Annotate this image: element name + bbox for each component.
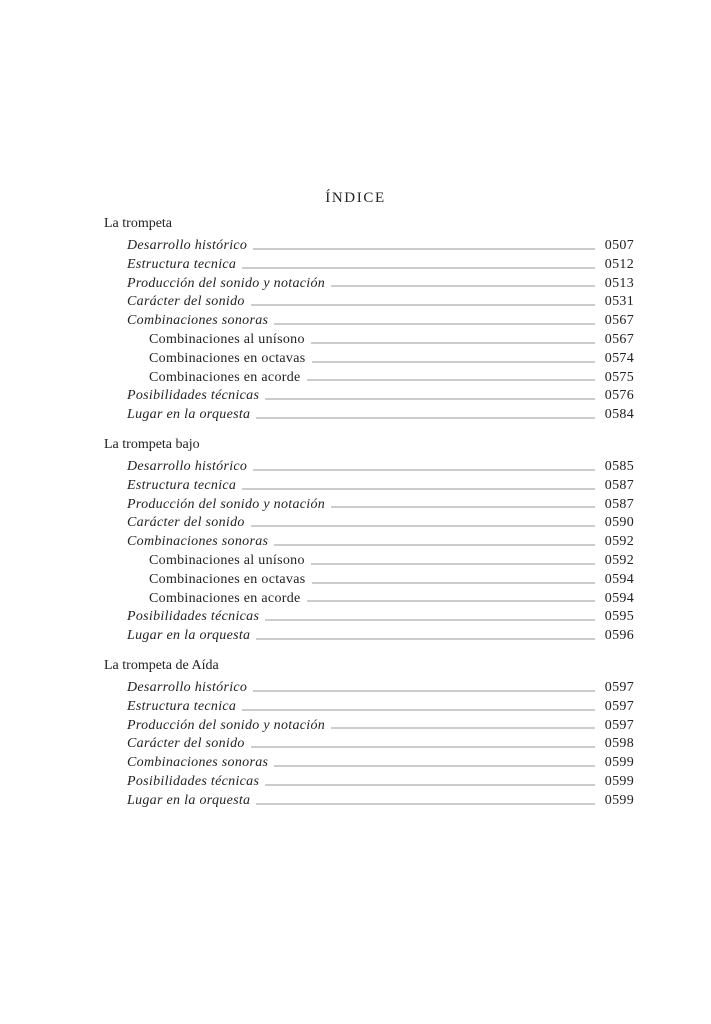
entry-label: Posibilidades técnicas [127,388,260,404]
entry-page-number: 0592 [604,534,634,550]
dot-leader [274,764,595,768]
toc-subentry[interactable] [104,571,634,590]
dot-leader [242,487,595,491]
entry-label: Carácter del sonido [127,294,245,310]
dot-leader [251,303,595,307]
entry-label: Combinaciones en acorde [149,590,301,606]
entry-label: Lugar en la orquesta [127,628,251,644]
entry-label: Estructura tecnica [127,477,237,493]
toc-section [104,214,634,425]
toc-entry[interactable] [104,533,634,552]
entry-page-number: 0575 [604,369,634,385]
entry-label: Lugar en la orquesta [127,407,251,423]
toc-entry[interactable] [104,477,634,496]
entry-label: Producción del sonido y notación [127,496,326,512]
entry-label: Combinaciones sonoras [127,755,269,771]
toc-entry[interactable] [104,679,634,698]
table-of-contents [104,214,634,811]
dot-leader [307,378,595,382]
entry-page-number: 0597 [604,679,634,695]
entry-page-number: 0597 [604,698,634,714]
dot-leader [256,416,595,420]
dot-leader [265,618,595,622]
entry-label: Combinaciones sonoras [127,534,269,550]
toc-entry[interactable] [104,458,634,477]
toc-section [104,656,634,811]
entry-page-number: 0531 [604,294,634,310]
entry-page-number: 0584 [604,407,634,423]
entry-page-number: 0599 [604,755,634,771]
toc-entry[interactable] [104,237,634,256]
toc-subentry[interactable] [104,590,634,609]
dot-leader [312,581,596,585]
entry-page-number: 0597 [604,717,634,733]
entry-label: Desarrollo histórico [127,679,248,695]
section-title: La trompeta [104,216,173,231]
entry-label: Carácter del sonido [127,736,245,752]
dot-leader [331,726,595,730]
toc-entry[interactable] [104,773,634,792]
toc-entry[interactable] [104,275,634,294]
toc-entry[interactable] [104,387,634,406]
dot-leader [253,689,595,693]
entry-page-number: 0587 [604,477,634,493]
toc-entry[interactable] [104,514,634,533]
dot-leader [242,266,595,270]
entry-page-number: 0599 [604,792,634,808]
entry-label: Combinaciones en octavas [149,571,306,587]
dot-leader [242,708,595,712]
entry-label: Producción del sonido y notación [127,275,326,291]
entry-page-number: 0576 [604,388,634,404]
section-title: La trompeta bajo [104,436,200,452]
entry-page-number: 0512 [604,256,634,272]
toc-entry[interactable] [104,293,634,312]
toc-entry[interactable] [104,754,634,773]
dot-leader [331,505,595,509]
page-title: ÍNDICE [325,190,386,206]
toc-entry[interactable] [104,735,634,754]
entry-label: Combinaciones sonoras [127,313,269,329]
entry-label: Combinaciones al unísono [149,552,305,568]
toc-subentry[interactable] [104,331,634,350]
dot-leader [274,543,595,547]
dot-leader [274,322,595,326]
dot-leader [251,524,595,528]
toc-entry[interactable] [104,406,634,425]
dot-leader [311,562,595,566]
entry-label: Combinaciones en acorde [149,369,301,385]
dot-leader [312,360,596,364]
entry-label: Estructura tecnica [127,256,237,272]
entry-label: Producción del sonido y notación [127,717,326,733]
toc-section [104,435,634,646]
toc-entry[interactable] [104,608,634,627]
dot-leader [307,599,595,603]
entry-label: Carácter del sonido [127,515,245,531]
dot-leader [251,745,595,749]
entry-page-number: 0590 [604,515,634,531]
toc-subentry[interactable] [104,552,634,571]
toc-entry[interactable] [104,698,634,717]
entry-page-number: 0513 [604,275,634,291]
entry-label: Combinaciones al unísono [149,331,305,347]
entry-page-number: 0585 [604,458,634,474]
entry-label: Estructura tecnica [127,698,237,714]
dot-leader [256,802,595,806]
dot-leader [253,247,595,251]
toc-entry[interactable] [104,312,634,331]
toc-entry[interactable] [104,496,634,515]
entry-label: Posibilidades técnicas [127,773,260,789]
dot-leader [253,468,595,472]
entry-page-number: 0507 [604,238,634,253]
toc-entry[interactable] [104,717,634,736]
entry-page-number: 0599 [604,773,634,789]
toc-entry[interactable] [104,256,634,275]
toc-entry[interactable] [104,627,634,646]
entry-label: Combinaciones en octavas [149,350,306,366]
toc-subentry[interactable] [104,369,634,388]
dot-leader [331,284,595,288]
entry-label: Desarrollo histórico [127,458,248,474]
entry-label: Posibilidades técnicas [127,609,260,625]
entry-page-number: 0594 [604,571,634,587]
section-title: La trompeta de Aída [104,657,219,673]
entry-label: Desarrollo histórico [127,238,248,253]
dot-leader [265,783,595,787]
entry-page-number: 0592 [604,552,634,568]
entry-page-number: 0598 [604,736,634,752]
dot-leader [311,341,595,345]
entry-page-number: 0587 [604,496,634,512]
entry-page-number: 0574 [604,350,634,366]
dot-leader [265,397,595,401]
entry-page-number: 0596 [604,628,634,644]
toc-subentry[interactable] [104,350,634,369]
entry-label: Lugar en la orquesta [127,792,251,808]
entry-page-number: 0594 [604,590,634,606]
entry-page-number: 0595 [604,609,634,625]
entry-page-number: 0567 [604,331,634,347]
dot-leader [256,637,595,641]
toc-entry[interactable] [104,792,634,811]
entry-page-number: 0567 [604,313,634,329]
